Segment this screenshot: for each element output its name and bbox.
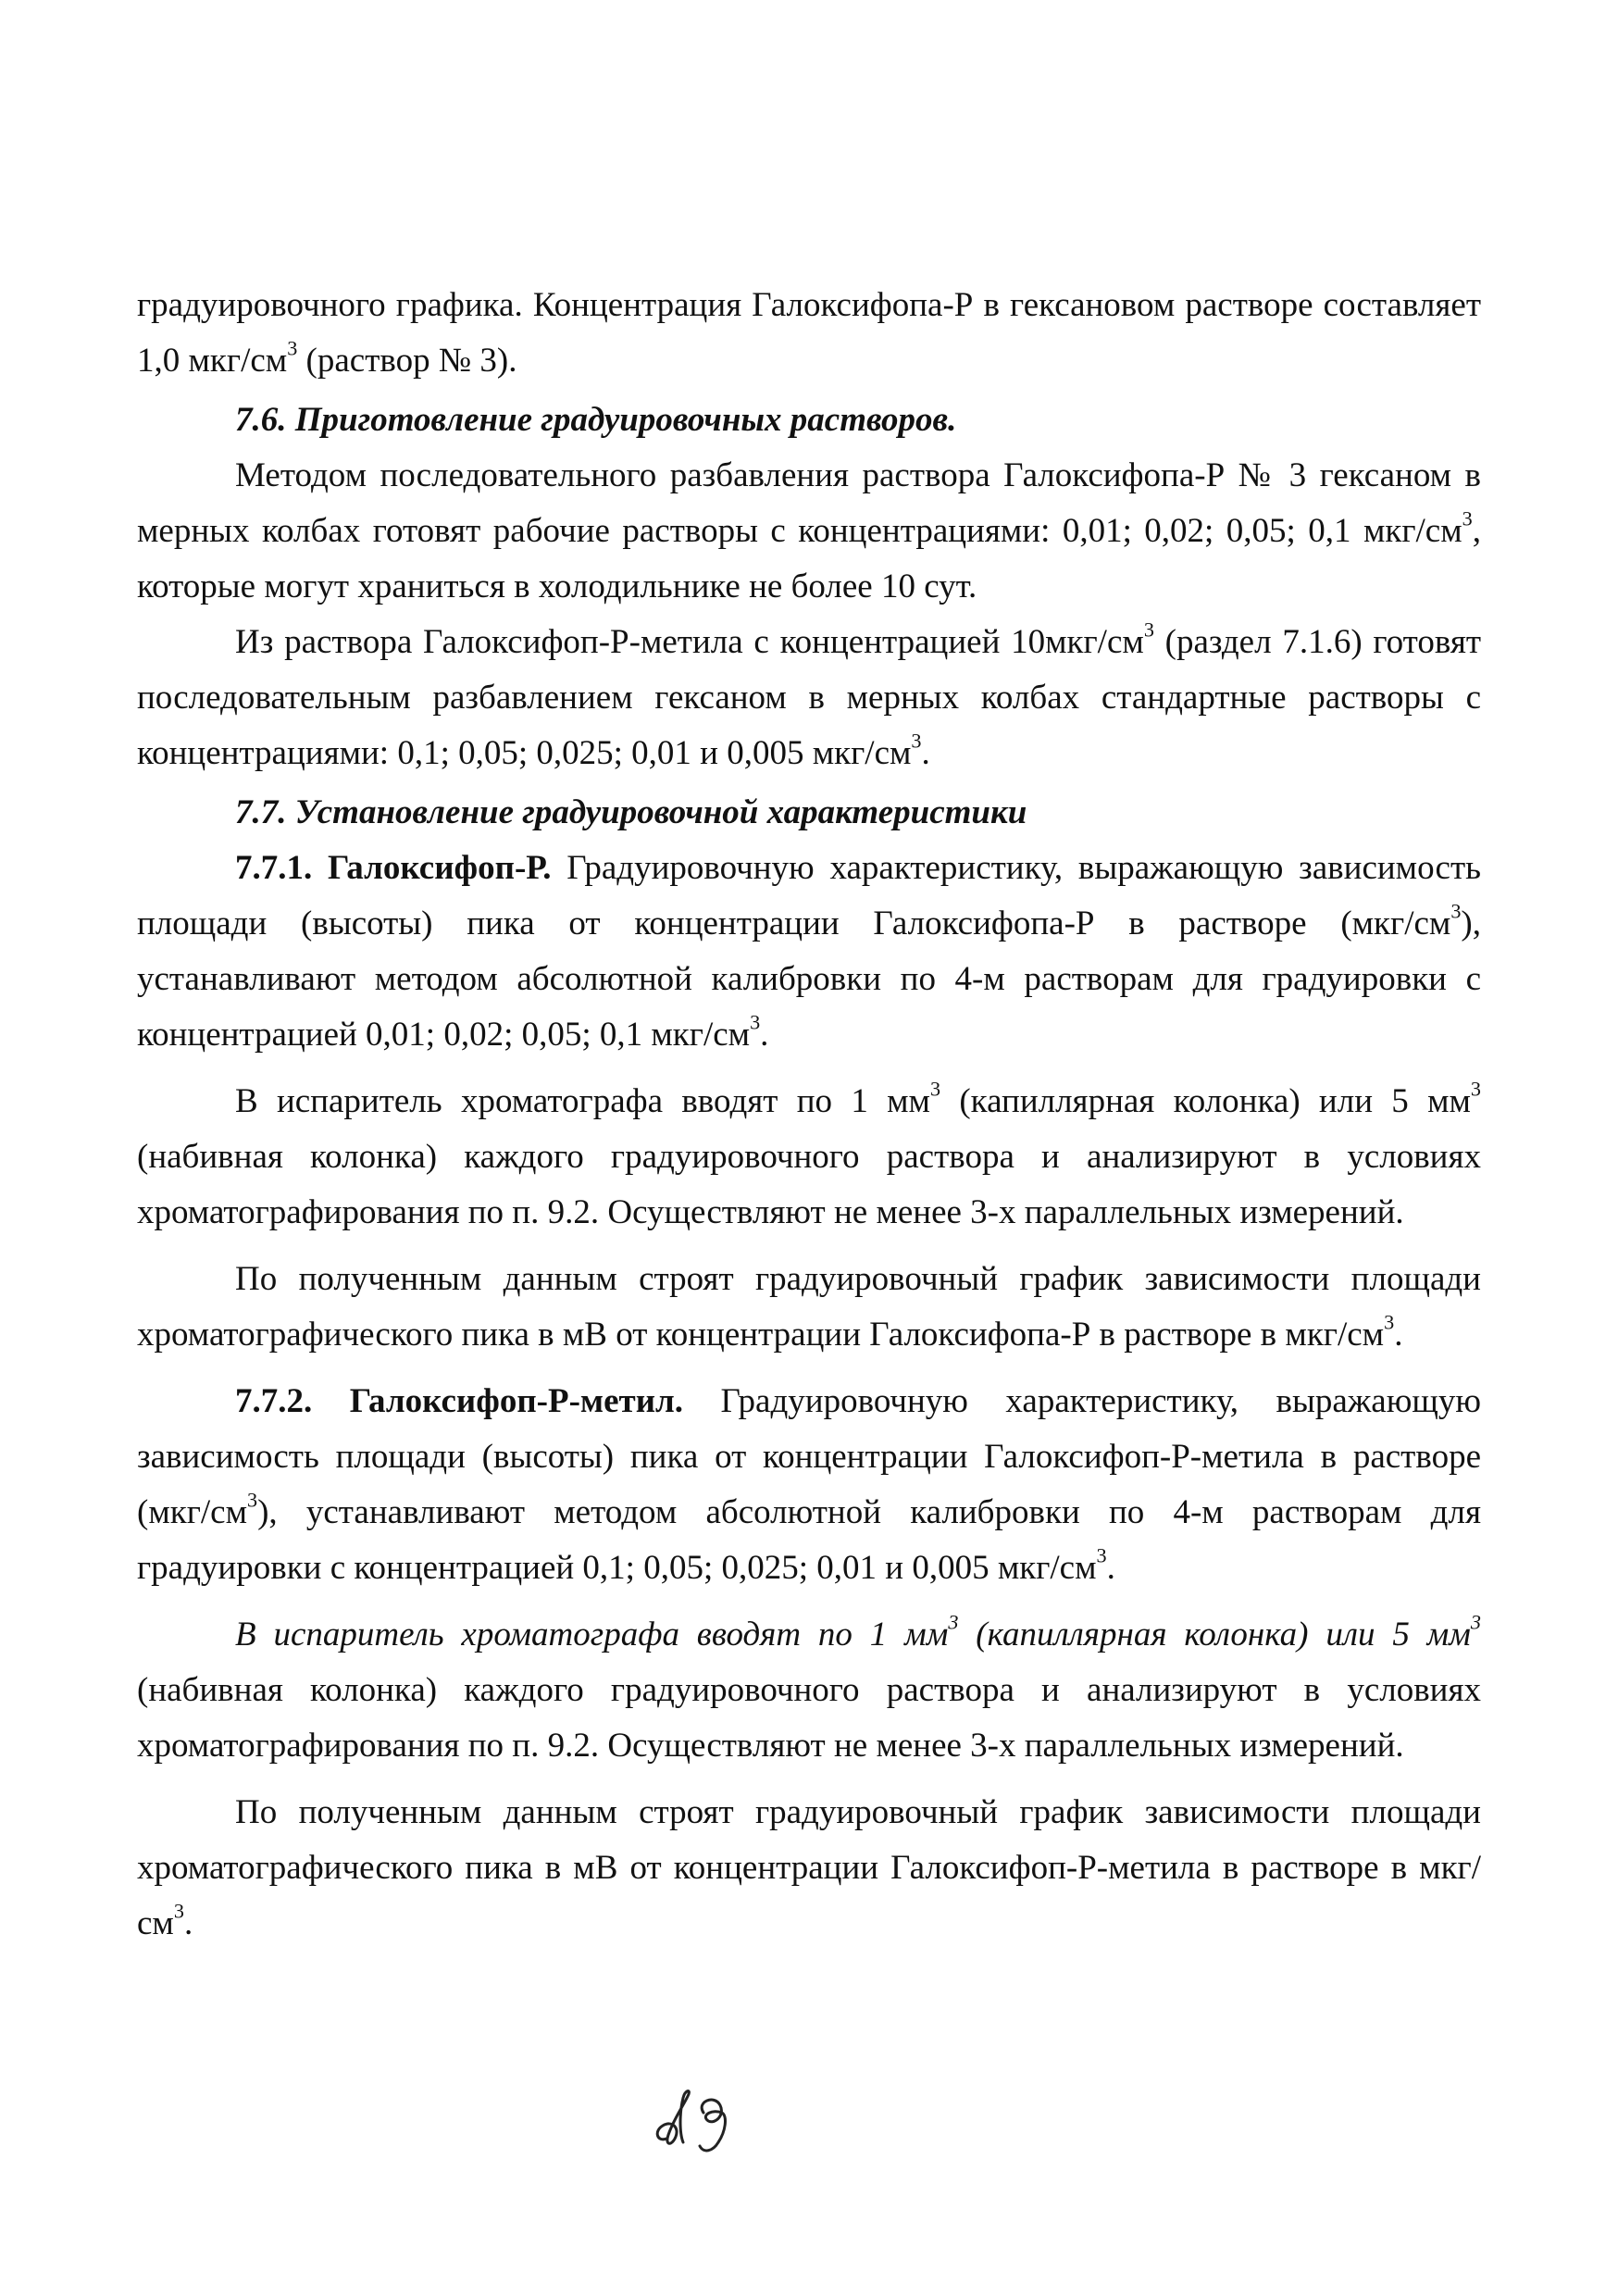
- section-heading-7-6: 7.6. Приготовление градуировочных растворов.: [235, 401, 957, 439]
- superscript: 3: [1450, 899, 1462, 923]
- paragraph-text: Методом последовательного разбавления раствора Галоксифопа-Р № 3 гексаном в мерных колбах готовят рабочие растворы с концентрациями: 0,01; 0,02; 0,05; 0,1 мкг/см: [137, 456, 1481, 550]
- paragraph-text: (капиллярная колонка) или 5 мм: [940, 1082, 1471, 1120]
- paragraph-text: .: [1394, 1316, 1403, 1354]
- paragraph-7-7-2: [137, 1374, 1481, 1596]
- paragraph-working-solutions: [137, 448, 1481, 615]
- paragraph-standard-solutions: [137, 615, 1481, 781]
- paragraph-text: .: [183, 1904, 193, 1942]
- superscript: 3: [1384, 1310, 1395, 1334]
- paragraph-text: (раствор № 3).: [297, 342, 517, 380]
- paragraph-text: (капиллярная колонка) или 5 мм: [958, 1616, 1471, 1653]
- paragraph-text: Градуировочную характеристику, выражающую зависимость площади (высоты) пика от концентрации Галоксифоп-Р-метила в растворе (мкг/см: [137, 1382, 1481, 1531]
- paragraph-graph-1: [137, 1252, 1481, 1363]
- paragraph-text: (набивная колонка) каждого градуировочного раствора и анализируют в условиях хроматографирования по п. 9.2. Осуществляют не менее 3-х параллельных измерений.: [137, 1138, 1481, 1231]
- superscript: 3: [247, 1488, 258, 1512]
- superscript: 3: [1462, 506, 1473, 530]
- paragraph-text: По полученным данным строят градуировочный график зависимости площади хроматографического пика в мВ от концентрации Галоксифопа-Р в растворе в мкг/см: [137, 1260, 1481, 1354]
- paragraph-text: .: [921, 734, 930, 772]
- superscript: 3: [911, 729, 922, 753]
- paragraph-text: ), устанавливают методом абсолютной калибровки по 4-м растворам для градуировки с концентрацией 0,1; 0,05; 0,025; 0,01 и 0,005 мкг/см: [137, 1493, 1481, 1587]
- superscript: 3: [929, 1077, 941, 1101]
- superscript: 3: [287, 336, 298, 360]
- handwritten-number-mark: [648, 2085, 750, 2159]
- paragraph-lead: 7.7.1. Галоксифоп-Р.: [235, 849, 552, 887]
- superscript: 3: [1470, 1610, 1481, 1634]
- paragraph-text: (набивная колонка) каждого градуировочного раствора и анализируют в условиях хроматографирования по п. 9.2. Осуществляют не менее 3-х параллельных измерений.: [137, 1671, 1481, 1765]
- paragraph-text: ), устанавливают методом абсолютной калибровки по 4-м растворам для градуировки с концентрацией 0,01; 0,02; 0,05; 0,1 мкг/см: [137, 905, 1481, 1054]
- paragraph-text: В испаритель хроматографа вводят по 1 мм: [235, 1616, 949, 1653]
- paragraph-text: Из раствора Галоксифоп-Р-метила с концентрацией 10мкг/см: [235, 623, 1144, 661]
- document-page: [137, 278, 1481, 1952]
- superscript: 3: [1470, 1077, 1482, 1101]
- superscript: 3: [948, 1610, 959, 1634]
- paragraph-text: .: [1106, 1549, 1115, 1587]
- paragraph-concentration-solution-3: [137, 278, 1481, 389]
- paragraph-injection-1: [137, 1074, 1481, 1241]
- paragraph-text: По полученным данным строят градуировочный график зависимости площади хроматографического пика в мВ от концентрации Галоксифоп-Р-метила в растворе в мкг/см: [137, 1793, 1481, 1942]
- paragraph-text: градуировочного графика. Концентрация Галоксифопа-Р в гексановом растворе составляет 1,0 мкг/см: [137, 286, 1481, 380]
- paragraph-injection-2: [137, 1607, 1481, 1774]
- superscript: 3: [750, 1010, 761, 1034]
- paragraph-text: Градуировочную характеристику, выражающую зависимость площади (высоты) пика от концентрации Галоксифопа-Р в растворе (мкг/см: [137, 849, 1481, 942]
- superscript: 3: [1143, 618, 1154, 642]
- handwritten-page-number: [648, 2085, 750, 2159]
- paragraph-text: В испаритель хроматографа вводят по 1 мм: [235, 1082, 930, 1120]
- superscript: 3: [173, 1899, 184, 1923]
- paragraph-text: (раздел 7.1.6) готовят последовательным разбавлением гексаном в мерных колбах стандартные растворы с концентрациями: 0,1; 0,05; 0,025; 0,01 и 0,005 мкг/см: [137, 623, 1482, 772]
- page-number-text: [648, 2085, 649, 2086]
- paragraph-text: , которые могут храниться в холодильнике не более 10 сут.: [137, 512, 1481, 605]
- paragraph-text: .: [760, 1016, 769, 1054]
- superscript: 3: [1096, 1543, 1107, 1567]
- paragraph-graph-2: [137, 1785, 1481, 1952]
- paragraph-lead: 7.7.2. Галоксифоп-Р-метил.: [235, 1382, 684, 1420]
- paragraph-7-7-1: [137, 841, 1481, 1063]
- section-heading-7-7: 7.7. Установление градуировочной характеристики: [235, 793, 1027, 831]
